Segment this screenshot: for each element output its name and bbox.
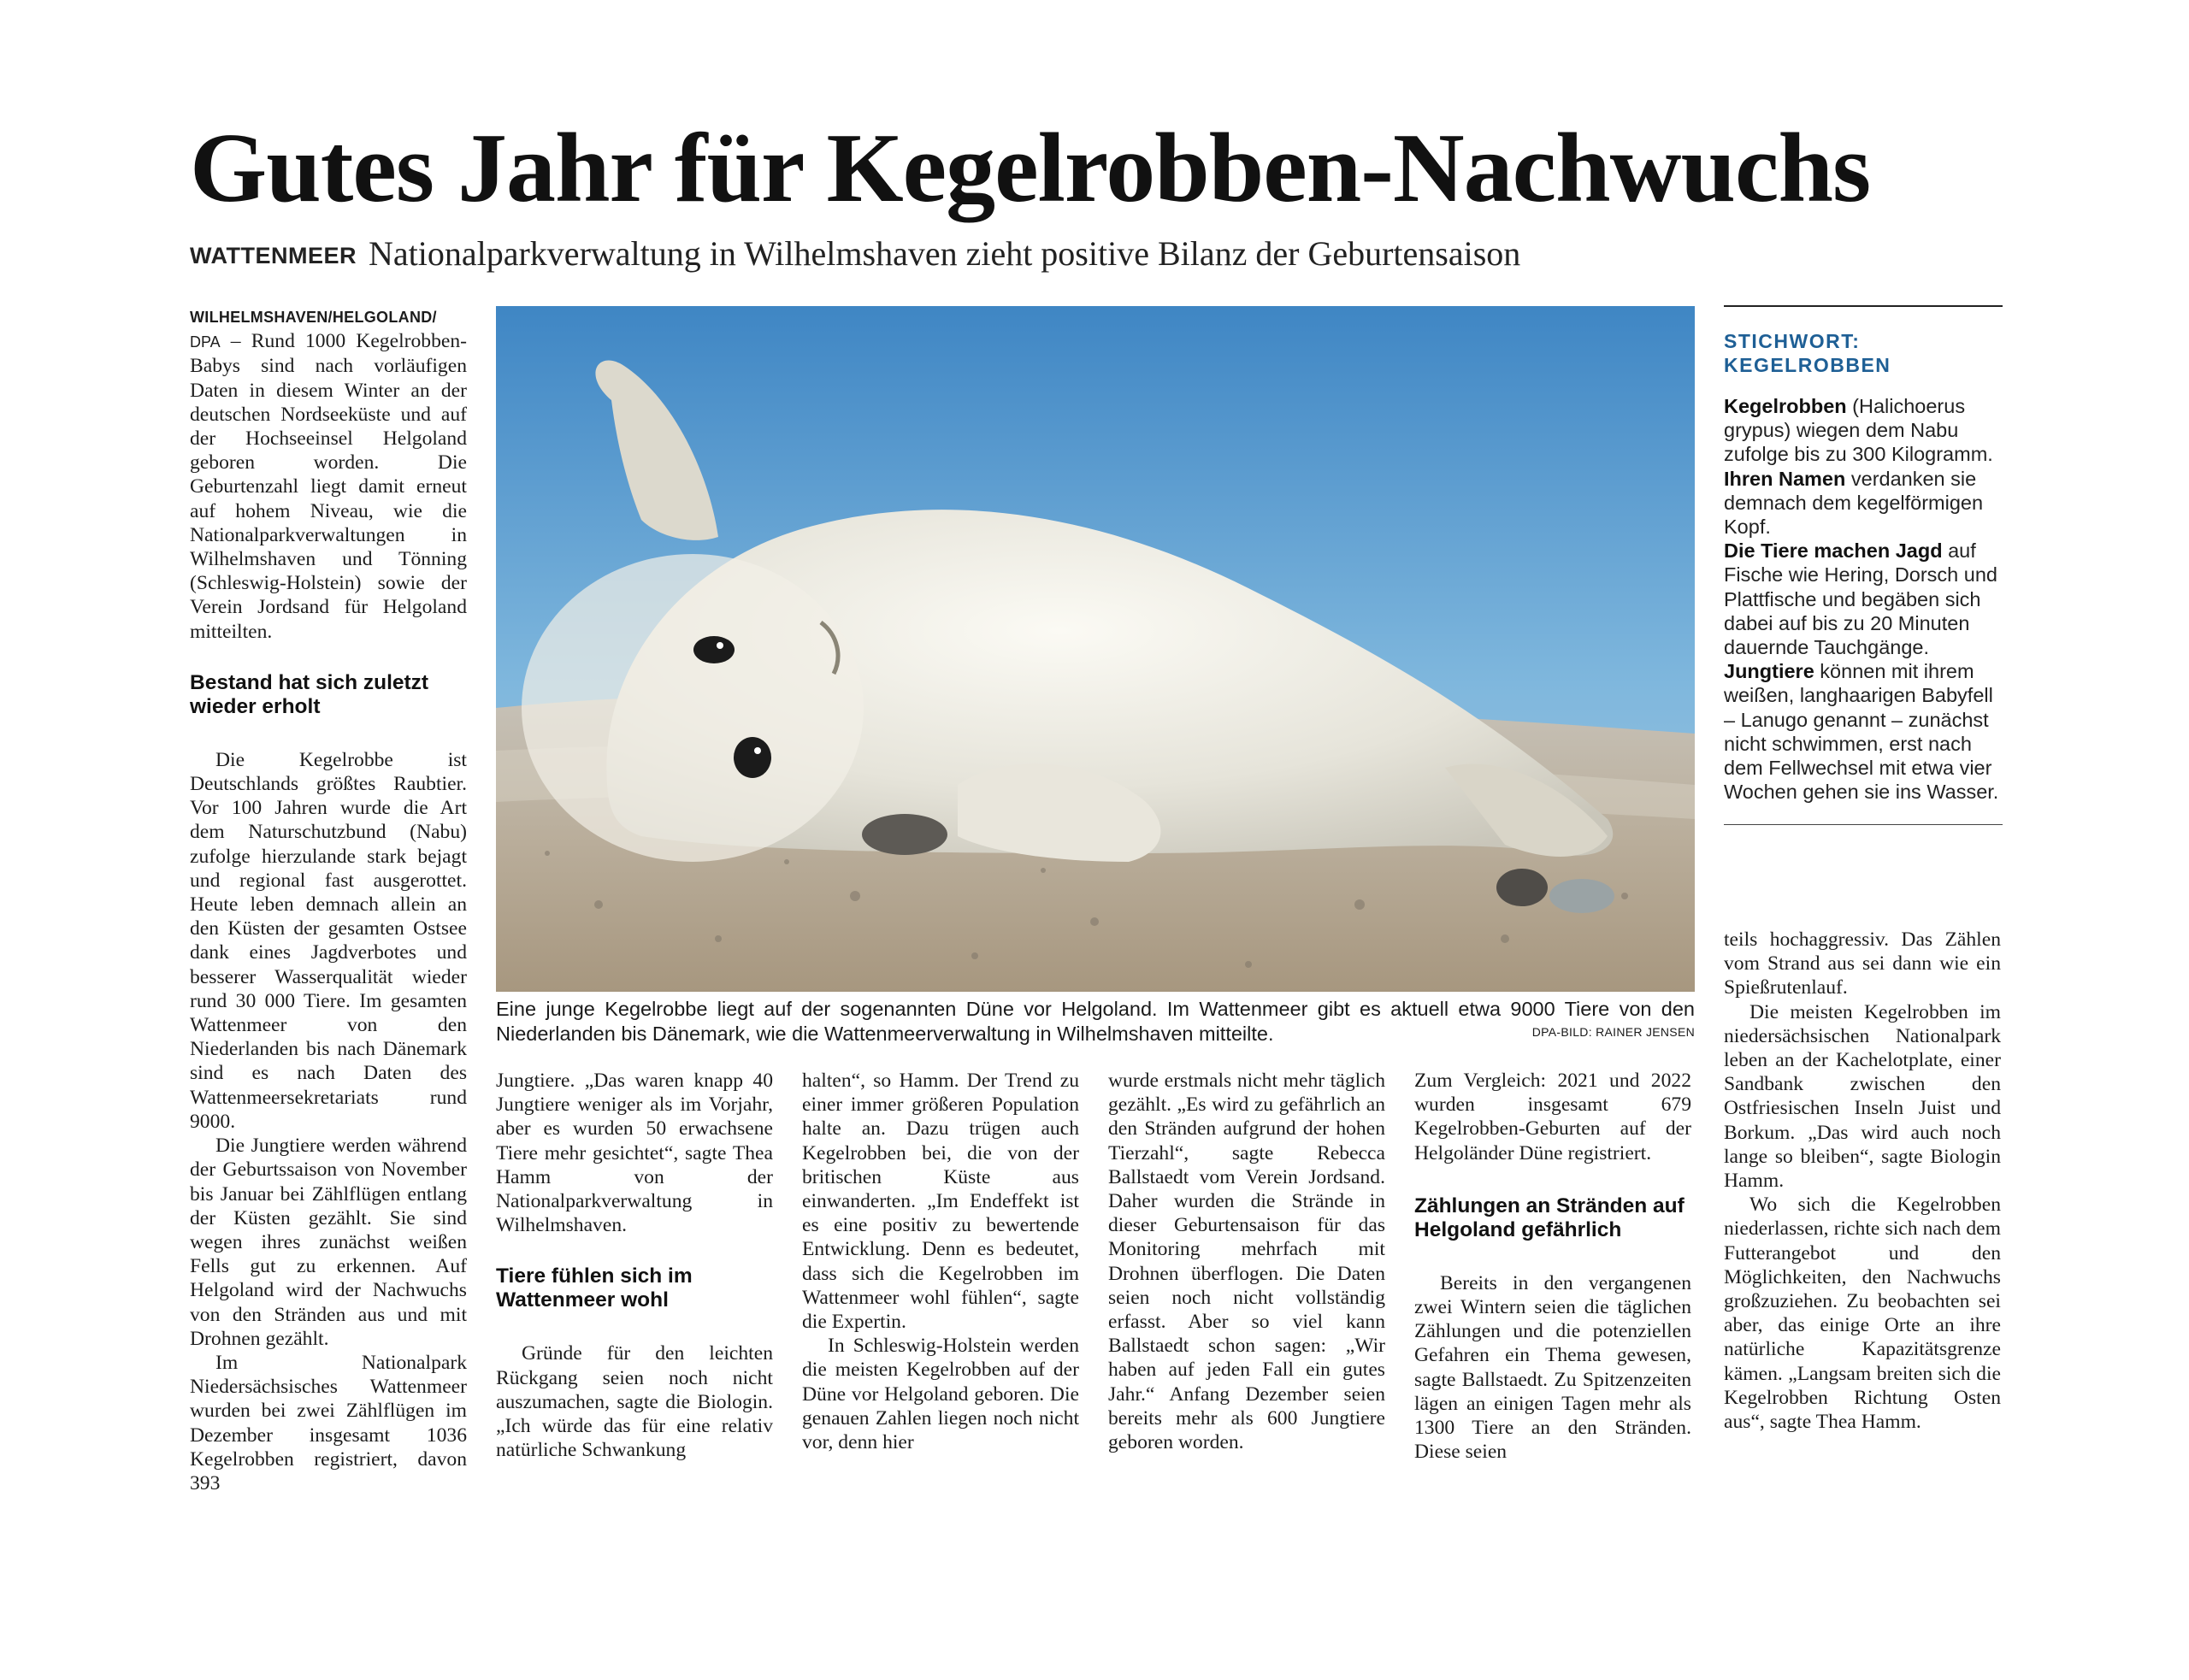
- article-column-2: [496, 1069, 773, 1462]
- paragraph: Bereits in den vergangenen zwei Wintern seien die täglichen Zählungen und die potenziellen Gefahren ein Thema gewesen, sagte Ballstaedt. Zu Spitzenzeiten lägen an einigen Tagen mehr als 1300 Tiere an den Stränden. Diese seien: [1414, 1271, 1691, 1464]
- subheadline: [190, 233, 1520, 277]
- seal-photo: [496, 306, 1695, 992]
- agency: DPA: [190, 333, 221, 351]
- lead-paragraph: WILHELMSHAVEN/HELGOLAND/ DPA – Rund 1000 Kegelrobben-Babys sind nach vorläufigen Daten in diesem Winter an der deutschen Nordseeküste und auf der Hochseeinsel Helgoland geboren worden. Die Geburtenzahl liegt damit erneut auf hohem Niveau, wie die Nationalparkverwaltungen in Wilhelmshaven und Tönning (Schleswig-Holstein) sowie der Verein Jordsand für Helgoland mitteilten.: [190, 309, 467, 643]
- paragraph: In Schleswig-Holstein werden die meisten Kegelrobben auf der Düne vor Helgoland geboren. Die genauen Zahlen liegen noch nicht vor, denn hier: [802, 1335, 1079, 1454]
- paragraph: teils hochaggressiv. Das Zählen vom Strand aus sei dann wie ein Spießrutenlauf.: [1724, 928, 2001, 999]
- paragraph: wurde erstmals nicht mehr täglich gezählt. „Es wird zu gefährlich an den Stränden aufgrund der hohen Tierzahl“, sagte Rebecca Ballstaedt vom Verein Jordsand. Daher wurden die Strände in dieser Geburtensaison für das Monitoring mehrfach mit Drohnen überflogen. Die Daten seien noch nicht vollständig erfasst. Aber so viel kann Ballstaedt schon sagen: „Wir haben auf jeden Fall ein gutes Jahr.“ Anfang Dezember seien bereits mehr als 600 Jungtiere geboren worden.: [1108, 1070, 1385, 1454]
- infobox-title-line-2: KEGELROBBEN: [1724, 354, 1891, 376]
- kicker: WATTENMEER: [190, 243, 357, 268]
- photo-caption-block: [496, 997, 1695, 1046]
- photo-caption: Eine junge Kegelrobbe liegt auf der sogenannten Düne vor Helgoland. Im Wattenmeer gibt es aktuell etwa 9000 Tiere von den Niederlanden bis Dänemark, wie die Wattenmeerverwaltung in Wilhelmshaven mitteilte.: [496, 998, 1695, 1045]
- infobox-item-term: Ihren Namen: [1724, 467, 1846, 490]
- infobox-item-term: Jungtiere: [1724, 660, 1814, 683]
- infobox-item-term: Die Tiere machen Jagd: [1724, 539, 1943, 563]
- article-column-1: [190, 304, 467, 1495]
- article-column-5: [1414, 1069, 1691, 1464]
- photo-credit: DPA-BILD: RAINER JENSEN: [1531, 1025, 1695, 1039]
- subhead-zaehlungen: Zählungen an Stränden auf Helgoland gefährlich: [1414, 1194, 1685, 1241]
- paragraph: Wo sich die Kegelrobben niederlassen, richte sich nach dem Futterangebot und den Möglichkeiten, den Nachwuchs großzuziehen. Zu beobachten sei aber, das einige Orte an ihre natürliche Kapazitätsgrenze kämen. „Langsam breiten sich die Kegelrobben Richtung Osten aus“, sagte Thea Hamm.: [1724, 1194, 2001, 1434]
- article-column-3: [802, 1069, 1079, 1454]
- lead-text: Rund 1000 Kegelrobben-Babys sind nach vorläufigen Daten in diesem Winter an der deutschen Nordseeküste und auf der Hochseeinsel Helgoland geboren worden. Die Geburtenzahl liegt damit erneut auf hohem Niveau, wie die Nationalparkverwaltungen in Wilhelmshaven und Tönning (Schleswig-Holstein) sowie der Verein Jordsand für Helgoland mitteilten.: [190, 330, 467, 643]
- article-column-6: [1724, 928, 2001, 1434]
- paragraph: Im Nationalpark Niedersächsisches Wattenmeer wurden bei zwei Zählflügen im Dezember insgesamt 1036 Kegelrobben registriert, davon 393: [190, 1351, 467, 1494]
- subhead-bestand: Bestand hat sich zuletzt wieder erholt: [190, 670, 429, 718]
- infobox-item: [1724, 394, 2003, 467]
- paragraph: Zum Vergleich: 2021 und 2022 wurden insgesamt 679 Kegelrobben-Geburten auf der Helgoländer Düne registriert.: [1414, 1070, 1691, 1164]
- infobox-item: [1724, 539, 2003, 659]
- infobox-item-term: Kegelrobben: [1724, 395, 1847, 417]
- infobox-item-text: können mit ihrem weißen, langhaarigen Babyfell – Lanugo genannt – zunächst nicht schwimmen, erst nach dem Fellwechsel mit etwa vier Wochen gehen sie ins Wasser.: [1724, 660, 1999, 804]
- infobox-item-text: verdanken sie demnach dem kegelförmigen Kopf.: [1724, 467, 1984, 539]
- paragraph: Jungtiere. „Das waren knapp 40 Jungtiere weniger als im Vorjahr, aber es wurden 50 erwachsene Tiere mehr gesichtet“, sagte Thea Hamm von der Nationalparkverwaltung in Wilhelmshaven.: [496, 1070, 773, 1237]
- infobox-title-line-1: STICHWORT:: [1724, 330, 1861, 352]
- subhead-tiere: Tiere fühlen sich im Wattenmeer wohl: [496, 1264, 693, 1312]
- infobox-item-text: auf Fische wie Hering, Dorsch und Plattfische und begäben sich dabei auf bis zu 20 Minuten dauernde Tauchgänge.: [1724, 539, 1997, 659]
- infobox-item: [1724, 467, 2003, 539]
- paragraph: Die meisten Kegelrobben im niedersächsischen Nationalpark leben an der Kachelotplate, einer Sandbank zwischen den Ostfriesischen Inseln Juist und Borkum. „Das wird auch noch lange so bleiben“, sagte Biologin Hamm.: [1724, 1000, 2001, 1193]
- infobox-item: [1724, 659, 2003, 804]
- headline: Gutes Jahr für Kegelrobben-Nachwuchs: [190, 114, 1871, 223]
- dateline: WILHELMSHAVEN/HELGOLAND/: [190, 309, 437, 326]
- article-column-4: [1108, 1069, 1385, 1454]
- paragraph: Die Kegelrobbe ist Deutschlands größtes Raubtier. Vor 100 Jahren wurde die Art dem Naturschutzbund (Nabu) zufolge hierzulande stark bejagt und regional fast ausgerottet. Heute leben demnach allein an den Küsten der gesamten Ostsee dank eines Jagdverbotes und besserer Wasserqualität wieder rund 30 000 Tiere. Im gesamten Wattenmeer von den Niederlanden bis nach Dänemark sind es nach Daten des Wattenmeersekretariats rund 9000.: [190, 748, 467, 1133]
- infobox-item-text: (Halichoerus grypus) wiegen dem Nabu zufolge bis zu 300 Kilogramm.: [1724, 395, 1993, 466]
- infobox-stichwort: [1724, 305, 2003, 825]
- infobox-title: [1724, 329, 2003, 377]
- paragraph: halten“, so Hamm. Der Trend zu einer immer größeren Population halte an. Dazu trügen auch Kegelrobben bei, die von der britischen Küste aus einwanderten. „Im Endeffekt ist es eine positiv zu bewertende Entwicklung. Denn es bedeutet, dass sich die Kegelrobben im Wattenmeer wohl fühlen“, sagte die Expertin.: [802, 1070, 1079, 1334]
- paragraph: Gründe für den leichten Rückgang seien noch nicht auszumachen, sagte die Biologin. „Ich würde das für eine relativ natürliche Schwankung: [496, 1342, 773, 1462]
- subheadline-text: Nationalparkverwaltung in Wilhelmshaven zieht positive Bilanz der Geburtensaison: [369, 234, 1521, 273]
- paragraph: Die Jungtiere werden während der Geburtssaison von November bis Januar bei Zählflügen entlang der Küsten gezählt. Sie sind wegen ihres zunächst weißen Fells gut zu erkennen. Auf Helgoland wird der Nachwuchs von den Stränden aus und mit Drohnen gezählt.: [190, 1135, 467, 1350]
- seal-pup-illustration: [496, 306, 1695, 992]
